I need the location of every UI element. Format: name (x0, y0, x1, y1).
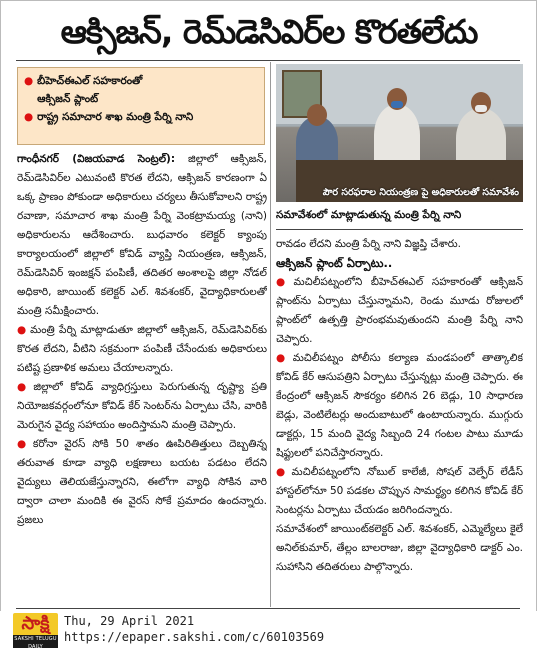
bullet-icon: ● (276, 352, 290, 364)
subheading: ఆక్సిజన్ ప్లాంట్ ఏర్పాటు.. (276, 256, 393, 270)
paragraph: గాంధీనగర్ (విజయవాడ సెంట్రల్): జిల్లాలో ఆక్సిజన్, రెమ్‌డెసివిర్‌ల ఎటువంటి కొరత లేదని, ఆక్సిజన్ కారణంగా ఏ ఒక్క ప్రాణం పోకుండా అధికారులు చర్యలు తీసుకోవాలని రాష్ట్ర రవాణా, సమాచార శాఖ మంత్రి పేర్ని వెంకట్రామయ్య (నాని) అధికారులను ఆదేశించారు. బుధవారం కలెక్టర్ క్యాంపు కార్యాలయంలో జిల్లాలో కోవిడ్ వ్యాప్తి నియంత్రణ, ఆక్సిజన్, రెమ్‌డెసివిర్ ఇంజక్షన్ పంపిణీ, తదితర అంశాలపై జిల్లా నోడల్ అధికారి, జాయింట్ కలెక్టర్ ఎల్. శివశంకర్, వైద్యాధికారులతో మంత్రి సమీక్షించారు. (17, 153, 267, 317)
photo-caption: సమావేశంలో మాట్లాడుతున్న మంత్రి పేర్ని నాని (276, 209, 462, 221)
bullet-icon: ● (24, 111, 34, 123)
person-head (307, 104, 327, 126)
headline-rule (16, 60, 520, 61)
footer-rule (16, 608, 520, 609)
paragraph: ● జిల్లాలో కోవిడ్ వ్యాధిగ్రస్తులు పెరుగుతున్న దృష్ట్యా ప్రతి నియోజకవర్గంలోనూ కోవిడ్ కేర్ సెంటర్‌ను ఏర్పాటు చేసి, వారికి మెరుగైన వైద్య సహాయం అందిస్తామని మంత్రి చెప్పారు. (17, 381, 267, 431)
left-column (17, 150, 267, 590)
paragraph: ● మచిలీపట్నంలోని నోబుల్ కాలేజీ, సోషల్ వెల్ఫేర్ లేడీస్ హాస్టల్‌లోనూ 50 పడకల చొప్పున సామర్థ్యం కలిగిన కోవిడ్ కేర్ సెంటర్లను ఏర్పాటు చేయడం జరిగిందన్నారు. (276, 466, 523, 516)
highlight-item: ● బీహెచ్‌ఈఎల్ సహకారంతో (24, 72, 258, 90)
publish-date: Thu, 29 April 2021 (64, 614, 195, 628)
person-figure (456, 108, 506, 168)
article-headline: ఆక్సిజన్, రెమ్‌డెసివిర్‌ల కొరతలేదు (60, 12, 478, 51)
bullet-icon: ● (276, 466, 289, 478)
caption-rule (276, 229, 523, 230)
bullet-icon: ● (17, 324, 28, 336)
news-photo (276, 64, 523, 202)
paragraph: ● మంత్రి పేర్ని మాట్లాడుతూ జిల్లాలో ఆక్సిజన్, రెమ్‌డెసివిర్‌కు కొరత లేదని, వీటిని సక్రమంగా పంపిణీ చేసేందుకు అధికారులు పటిష్ట ప్రణాళిక అమలు చేయాలన్నారు. (17, 324, 267, 374)
photo-inner-caption: పౌర సరఫరాల నియంత్రణ పై అధికారులతో సమావేశం (322, 187, 519, 198)
face-mask (391, 101, 403, 108)
sakshi-logo[interactable] (13, 613, 58, 647)
bullet-icon: ● (276, 276, 291, 288)
paragraph: ● మచిలీపట్నం పోలీసు కల్యాణ మండపంలో తాత్కాలిక కోవిడ్ కేర్ ఆసుపత్రిని ఏర్పాటు చేస్తున్నట్లు మంత్రి చెప్పారు. ఈ కేంద్రంలో ఆక్సిజన్ సౌకర్యం కలిగిన 26 బెడ్లు, 10 సాధారణ బెడ్లు, వెంటిలేటర్లు అందుబాటులో ఉంటాయన్నారు. ముగ్గురు డాక్టర్లు, 15 మంది వైద్య సిబ్బంది 24 గంటల పాటు మూడు షిఫ్టులలో పనిచేస్తారన్నారు. (276, 352, 523, 459)
highlight-item: ● రాష్ట్ర సమాచార శాఖ మంత్రి పేర్ని నాని (24, 108, 258, 126)
highlights-box (17, 67, 265, 145)
highlight-item: ఆక్సిజన్ ప్లాంట్ (37, 93, 99, 105)
column-divider (270, 62, 271, 607)
paragraph: సమావేశంలో జాయింట్‌కలెక్టర్ ఎల్. శివశంకర్, ఎమ్మెల్యేలు కైలే అనిల్‌కుమార్, తేల్లం బాలరాజు, జిల్లా వైద్యాధికారి డాక్టర్ ఎం. సుహాసిని తదితరులు పాల్గొన్నారు. (276, 523, 523, 573)
dateline: గాంధీనగర్ (విజయవాడ సెంట్రల్): (17, 153, 176, 165)
person-figure (374, 104, 420, 166)
logo-text: సాక్షి (21, 613, 50, 634)
right-column (276, 235, 523, 605)
epaper-link[interactable]: https://epaper.sakshi.com/c/60103569 (64, 630, 325, 644)
face-mask (475, 105, 487, 112)
bullet-icon: ● (17, 381, 31, 393)
bullet-icon: ● (24, 75, 34, 87)
logo-tagline: SAKSHI TELUGU DAILY (13, 635, 58, 648)
paragraph: ● మచిలీపట్నంలోని బీహెచ్‌ఈఎల్ సహకారంతో ఆక్సిజన్ ప్లాంట్‌ను ఏర్పాటు చేస్తున్నామని, రెండు మూడు రోజులలో ప్లాంట్‌లో ఉత్పత్తి ప్రారంభమవుతుందని మంత్రి పేర్ని నాని చెప్పారు. (276, 276, 523, 345)
bullet-icon: ● (17, 438, 30, 450)
paragraph: రావడం లేదని మంత్రి పేర్ని నాని విజ్ఞప్తి చేశారు. (276, 238, 461, 250)
paragraph: ● కరోనా వైరస్ సోకి 50 శాతం ఊపిరితిత్తులు దెబ్బతిన్న తరువాత కూడా వ్యాధి లక్షణాలు బయట పడటం లేదని వైద్యులు తెలియజేస్తున్నారని, ఈలోగా వ్యాధి సోకిన వారి ద్వారా చాలా మందికి ఈ వైరస్ సోకే ప్రమాదం ఉందన్నారు. ప్రజలు (17, 438, 267, 526)
